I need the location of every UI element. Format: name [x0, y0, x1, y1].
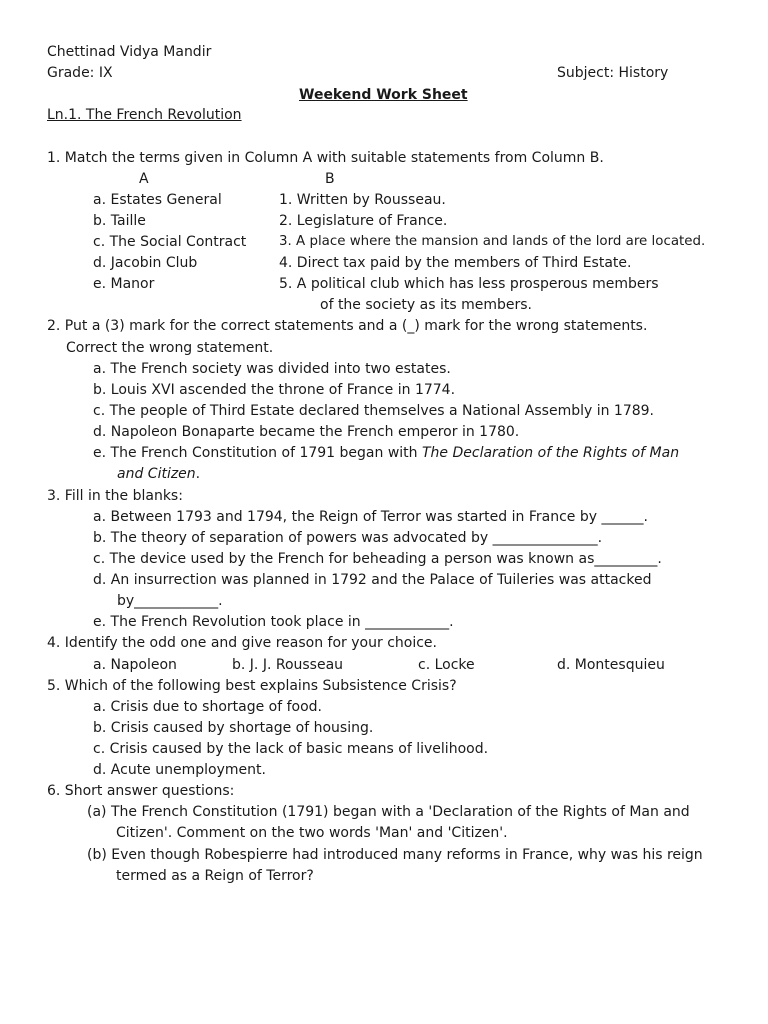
q1-col-a-item: d. Jacobin Club [93, 255, 198, 271]
q4-option: c. Locke [418, 657, 475, 673]
q6-question-b-continuation: termed as a Reign of Terror? [116, 868, 314, 884]
q1-col-a-item: a. Estates General [93, 192, 222, 208]
q2-prompt: 2. Put a (3) mark for the correct statements and a (_) mark for the wrong statements. [47, 318, 648, 334]
q1-col-b-item: 1. Written by Rousseau. [279, 192, 446, 208]
q1-col-b-item-continuation: of the society as its members. [320, 297, 532, 313]
q2-statement-e-continuation [117, 465, 200, 483]
q5-option: c. Crisis caused by the lack of basic means of livelihood. [93, 741, 489, 757]
q6-question-b: (b) Even though Robespierre had introduced many reforms in France, why was his reign [87, 847, 703, 863]
q1-col-b-item: 3. A place where the mansion and lands of the lord are located. [279, 234, 706, 249]
q3-blank-item-continuation: by____________. [117, 593, 223, 609]
q5-option: b. Crisis caused by shortage of housing. [93, 720, 374, 736]
q1-column-a-heading: A [139, 171, 149, 187]
q4-option: d. Montesquieu [557, 657, 665, 673]
q1-col-a-item: b. Taille [93, 213, 146, 229]
q3-blank-item: d. An insurrection was planned in 1792 and the Palace of Tuileries was attacked [93, 572, 652, 588]
q1-col-a-item: c. The Social Contract [93, 234, 247, 250]
q1-col-a-item: e. Manor [93, 276, 155, 292]
q1-prompt: 1. Match the terms given in Column A with suitable statements from Column B. [47, 150, 604, 166]
q6-question-a-continuation: Citizen'. Comment on the two words 'Man' and 'Citizen'. [116, 825, 508, 841]
q2-statement-e [93, 444, 679, 462]
q4-prompt: 4. Identify the odd one and give reason for your choice. [47, 635, 437, 651]
subject-label: Subject: History [557, 65, 669, 81]
q2-statement: a. The French society was divided into two estates. [93, 361, 451, 377]
q2-statement: d. Napoleon Bonaparte became the French emperor in 1780. [93, 424, 520, 440]
q5-option: a. Crisis due to shortage of food. [93, 699, 323, 715]
lesson-title: Ln.1. The French Revolution [47, 107, 242, 123]
q2-statement-e-document-title-cont: and Citizen [117, 466, 196, 482]
q3-blank-item: e. The French Revolution took place in ____________. [93, 614, 454, 630]
q1-col-b-item: 2. Legislature of France. [279, 213, 448, 229]
school-name: Chettinad Vidya Mandir [47, 44, 212, 60]
q2-statement-e-document-title: The Declaration of the Rights of Man [421, 445, 680, 461]
q2-statement-e-end: . [195, 466, 201, 482]
q1-col-b-item: 4. Direct tax paid by the members of Third Estate. [279, 255, 632, 271]
q3-blank-item: a. Between 1793 and 1794, the Reign of Terror was started in France by ______. [93, 509, 648, 525]
q3-prompt: 3. Fill in the blanks: [47, 488, 183, 504]
grade-label: Grade: IX [47, 65, 113, 81]
q3-blank-item: c. The device used by the French for beheading a person was known as_________. [93, 551, 662, 567]
q6-prompt: 6. Short answer questions: [47, 783, 235, 799]
q1-column-b-heading: B [325, 171, 335, 187]
q2-statement: b. Louis XVI ascended the throne of France in 1774. [93, 382, 456, 398]
worksheet-title: Weekend Work Sheet [299, 87, 468, 103]
q4-option: b. J. J. Rousseau [232, 657, 344, 673]
q1-col-b-item: 5. A political club which has less prosperous members [279, 276, 659, 292]
q3-blank-item: b. The theory of separation of powers was advocated by _______________. [93, 530, 603, 546]
q6-question-a: (a) The French Constitution (1791) began with a 'Declaration of the Rights of Man and [87, 804, 690, 820]
q5-prompt: 5. Which of the following best explains Subsistence Crisis? [47, 678, 457, 694]
q2-statement: c. The people of Third Estate declared themselves a National Assembly in 1789. [93, 403, 655, 419]
q2-prompt-continuation: Correct the wrong statement. [66, 340, 274, 356]
q5-option: d. Acute unemployment. [93, 762, 266, 778]
q2-statement-e-text: e. The French Constitution of 1791 began with [93, 445, 422, 461]
q4-option: a. Napoleon [93, 657, 177, 673]
